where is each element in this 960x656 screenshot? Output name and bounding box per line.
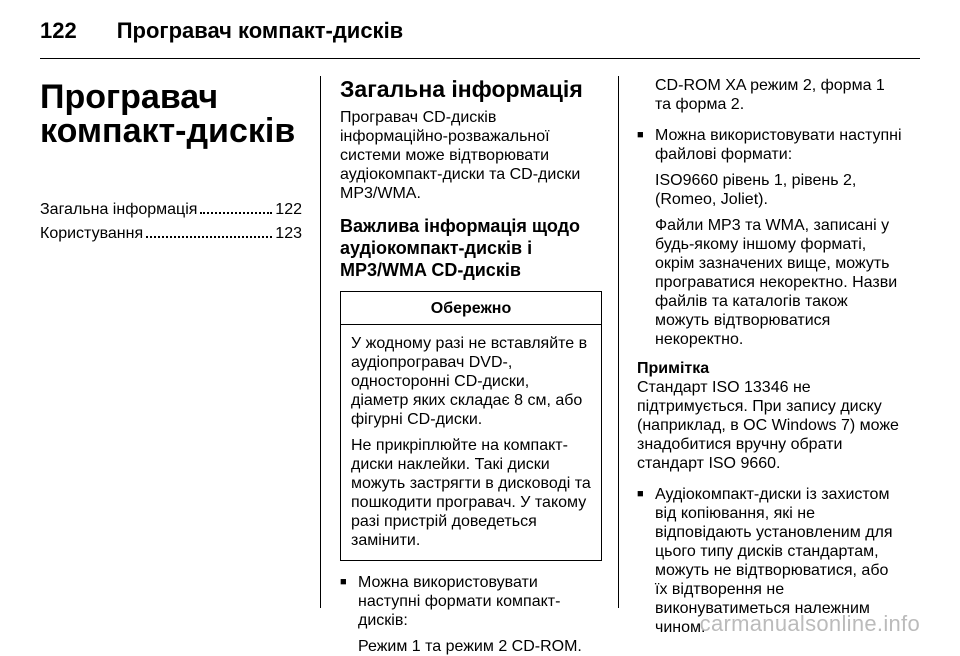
intro-paragraph: Програвач CD-дисків інформаційно-розважальної системи може відтворювати аудіокомпакт-диски та CD-диски MP3/WMA. xyxy=(340,109,581,202)
bullet-item xyxy=(340,573,602,656)
caution-paragraph: Не прикріплюйте на компакт-диски наклейки. Такі диски можуть застрягти в дисководі та пошкодити програвач. У такому разі пристрій доведеться замінити. xyxy=(351,437,591,549)
column-formats xyxy=(637,76,903,637)
bullet-text: Можна використовувати наступні файлові формати: xyxy=(655,127,902,163)
section-heading: Загальна інформація xyxy=(340,76,583,102)
caution-paragraph: У жодному разі не вставляйте в аудіопрогравач DVD-, односторонні CD-диски, діаметр яких складає 8 см, або фігурні CD-диски. xyxy=(351,335,588,428)
bullet-text: Аудіокомпакт-диски із захистом від копіювання, які не відповідають установленим для цього типу дисків стандартам, можуть не відтворюватися, або їх відтворення не виконуватиметься належним чином. xyxy=(655,486,893,636)
toc-leader xyxy=(146,236,272,238)
toc-item[interactable] xyxy=(40,222,302,246)
bullet-subtext: Режим 1 та режим 2 CD-ROM. xyxy=(358,638,582,655)
watermark: carmanualsonline.info xyxy=(699,611,920,636)
continued-text: CD-ROM XA режим 2, форма 1 та форма 2. xyxy=(655,77,885,113)
page-header xyxy=(40,18,403,44)
bullet-body xyxy=(358,573,602,656)
bullet-text: Можна використовувати наступні формати компакт-дисків: xyxy=(358,574,561,629)
toc-leader xyxy=(200,212,272,214)
caution-body xyxy=(341,325,601,560)
bullet-body xyxy=(655,126,903,349)
toc-item-page: 123 xyxy=(275,225,302,242)
note-text: Стандарт ISO 13346 не підтримується. При запису диску (наприклад, в ОС Windows 7) може знадобитися вручну обрати стандарт ISO 9660. xyxy=(637,379,899,472)
bullet-subtext: Файли MP3 та WMA, записані у будь-якому іншому форматі, окрім зазначених вище, можуть програватися некоректно. Назви файлів та каталогів також можуть відтворюватися некоректно. xyxy=(655,217,898,348)
column-divider-1 xyxy=(320,76,321,608)
running-title: Програвач компакт-дисків xyxy=(116,18,404,43)
toc-item-label: Користування xyxy=(40,225,144,242)
subsection-heading: Важлива інформація щодо аудіокомпакт-дисків і MP3/WMA CD-дисків xyxy=(340,216,581,280)
column-toc xyxy=(40,76,302,246)
caution-box xyxy=(340,291,602,561)
toc-item-label: Загальна інформація xyxy=(40,201,198,218)
bullet-subtext: ISO9660 рівень 1, рівень 2, (Romeo, Joliet). xyxy=(655,172,857,208)
toc-item-page: 122 xyxy=(275,201,302,218)
chapter-title: Програвач компакт-дисків xyxy=(40,78,296,150)
bullet-square-icon: ■ xyxy=(637,129,644,141)
note-title: Примітка xyxy=(637,360,710,377)
page-number: 122 xyxy=(40,18,77,43)
column-general-info xyxy=(340,76,602,656)
table-of-contents xyxy=(40,198,302,246)
toc-item[interactable] xyxy=(40,198,302,222)
bullet-square-icon: ■ xyxy=(637,488,644,500)
header-rule xyxy=(40,58,920,59)
note-block xyxy=(637,359,903,473)
bullet-item xyxy=(637,126,903,349)
column-divider-2 xyxy=(618,76,619,608)
bullet-square-icon: ■ xyxy=(340,576,347,588)
caution-title: Обережно xyxy=(341,292,601,325)
